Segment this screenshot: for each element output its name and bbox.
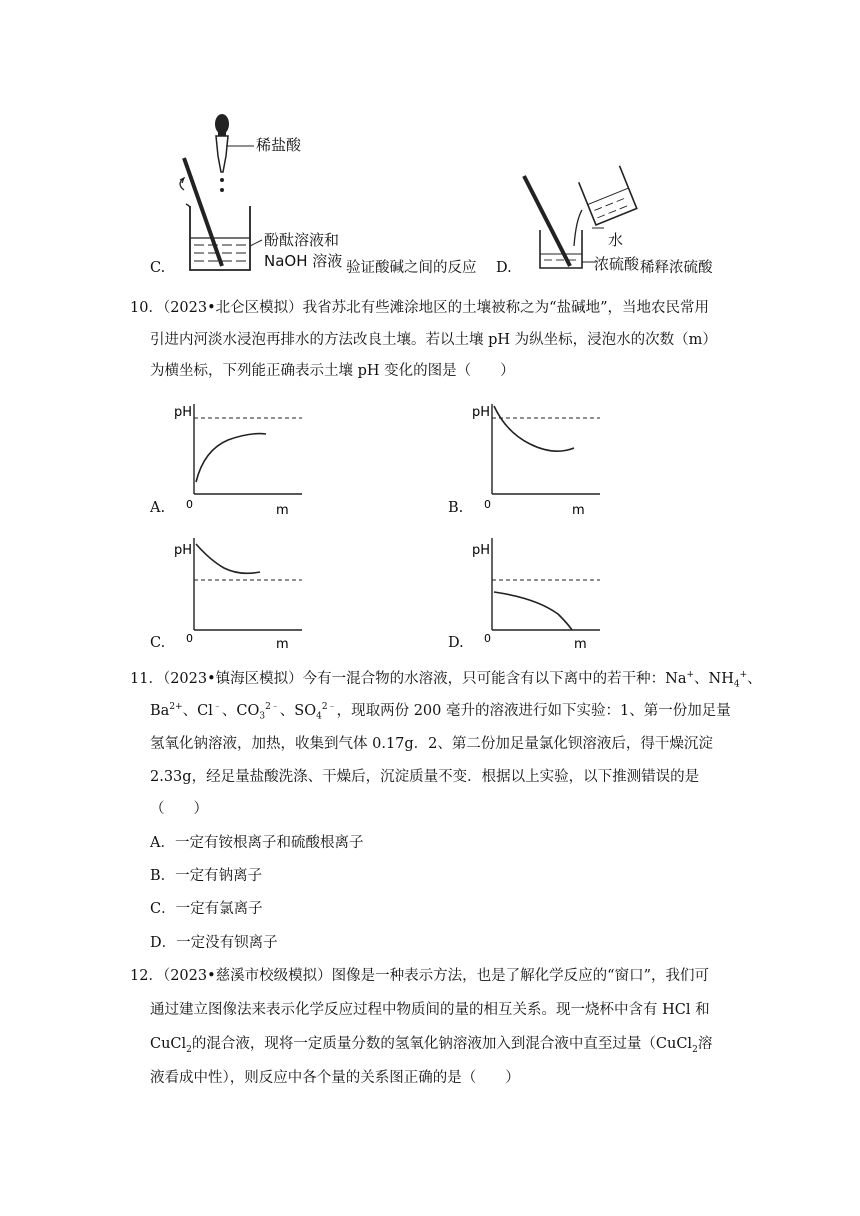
q10-graph-b-curve [494, 406, 574, 451]
q12-line3-mid: 的混合液，现将一定质量分数的氢氧化钠溶液加入到混合液中直至过量（CuCl [191, 1036, 693, 1052]
q10-graph-b-ylabel: pH [472, 405, 491, 420]
q10-stem-line-2: 引进内河淡水浸泡再排水的方法改良土壤。若以土壤 pH 为纵坐标，浸泡水的次数（m） [150, 332, 717, 348]
q11-stem-line-5: （ ） [150, 801, 208, 817]
q10-graph-c-origin: 0 [186, 632, 193, 645]
q9-c-letter: C. [150, 260, 166, 276]
q11-stem-line-4: 2.33g，经足量盐酸洗涤、干燥后，沉淀质量不变．根据以上实验，以下推测错误的是 [150, 769, 700, 785]
q10-graph-b-letter: B. [448, 500, 464, 516]
q9-d-letter: D. [496, 260, 512, 276]
q10-graph-b-xlabel: m [572, 503, 585, 518]
q12-line3-end: 溶 [697, 1036, 713, 1052]
q12-stem-line-4: 液看成中性），则反应中各个量的关系图正确的是（ ） [150, 1070, 520, 1086]
q10-graph-c-letter: C. [150, 635, 166, 651]
q11-option-a: A．一定有铵根离子和硫酸根离子 [150, 835, 364, 851]
q11-option-c: C．一定有氯离子 [150, 901, 263, 917]
q10-graph-d [466, 532, 606, 652]
q11-stem-line-3: 氢氧化钠溶液，加热，收集到气体 0.17g．2、第二份加足量氯化钡溶液后，得干燥沉淀 [150, 736, 713, 752]
q11-ba: Ba [150, 702, 170, 719]
q10-graph-a-origin: 0 [186, 498, 193, 511]
q11-so4: 、SO [279, 702, 317, 719]
q11-stem-line-2: $Ba^{2+}$、Cl﹣、$CO_3^{2﹣}$、$SO_4^{2﹣}$，现取两份 200 毫升的溶液进行如下实验：1、第一份加足量 [150, 702, 731, 722]
q9-d-label-acid: 浓硫酸 [594, 255, 640, 273]
q11-line1-end: 、 [747, 670, 762, 687]
q9-d-label-water: 水 [608, 231, 624, 249]
q10-graph-c-ylabel: pH [174, 543, 193, 558]
q9-d-caption: 稀释浓硫酸 [640, 260, 713, 276]
q10-graph-c-xlabel: m [276, 637, 289, 652]
q10-graph-a-ylabel: pH [174, 405, 193, 420]
q12-stem-line-2: 通过建立图像法来表示化学反应过程中物质间的量的相互关系。现一烧杯中含有 HCl 和 [150, 1002, 710, 1018]
q10-graph-d-letter: D. [448, 635, 464, 651]
q10-graph-a-xlabel: m [276, 503, 289, 518]
q10-graph-a-letter: A. [150, 500, 166, 516]
q10-graph-d-origin: 0 [484, 632, 491, 645]
q10-graph-b-origin: 0 [484, 498, 491, 511]
q11-cl: 、Cl [182, 702, 213, 719]
q9-c-caption: 验证酸碱之间的反应 [346, 260, 477, 276]
q9-c-label-acid: 稀盐酸 [256, 136, 302, 154]
q11-line1-nh: 、NH [694, 670, 734, 687]
q9-c-label-solution-1: 酚酞溶液和 [264, 231, 340, 249]
q10-stem-line-3: 为横坐标，下列能正确表示土壤 pH 变化的图是（ ） [150, 363, 515, 379]
q12-cucl2: CuCl [150, 1036, 187, 1052]
q10-graph-d-xlabel: m [574, 637, 587, 652]
q10-graph-c [168, 532, 308, 652]
q9-c-label-solution-2: NaOH 溶液 [264, 252, 343, 270]
q11-stem-line-1: 11．（2023•镇海区模拟）今有一混合物的水溶液，只可能含有以下离中的若干种：Na+、$NH_4^+$、 [130, 670, 762, 690]
q11-line1-text: 11．（2023•镇海区模拟）今有一混合物的水溶液，只可能含有以下离中的若干种：Na [130, 670, 687, 687]
q11-option-d: D．一定没有钡离子 [150, 935, 278, 951]
q11-line2-rest: ，现取两份 200 毫升的溶液进行如下实验：1、第一份加足量 [336, 702, 731, 719]
q12-stem-line-3: CuCl$_2$的混合液，现将一定质量分数的氢氧化钠溶液加入到混合液中直至过量（CuCl$_2$溶 [150, 1036, 713, 1055]
q10-graph-d-curve [494, 592, 572, 630]
q10-graph-a-curve [196, 434, 266, 482]
q11-option-b: B．一定有钠离子 [150, 868, 263, 884]
q10-graph-b [466, 398, 606, 518]
q12-stem-line-1: 12．（2023•慈溪市校级模拟）图像是一种表示方法，也是了解化学反应的“窗口”，我们可 [130, 968, 709, 984]
q10-graph-a [168, 398, 308, 518]
q11-co3: 、CO [221, 702, 260, 719]
q10-stem-line-1: 10．（2023•北仑区模拟）我省苏北有些滩涂地区的土壤被称之为“盐碱地”，当地农民常用 [130, 300, 709, 316]
q10-graph-c-curve [196, 544, 260, 573]
q10-graph-d-ylabel: pH [472, 543, 491, 558]
